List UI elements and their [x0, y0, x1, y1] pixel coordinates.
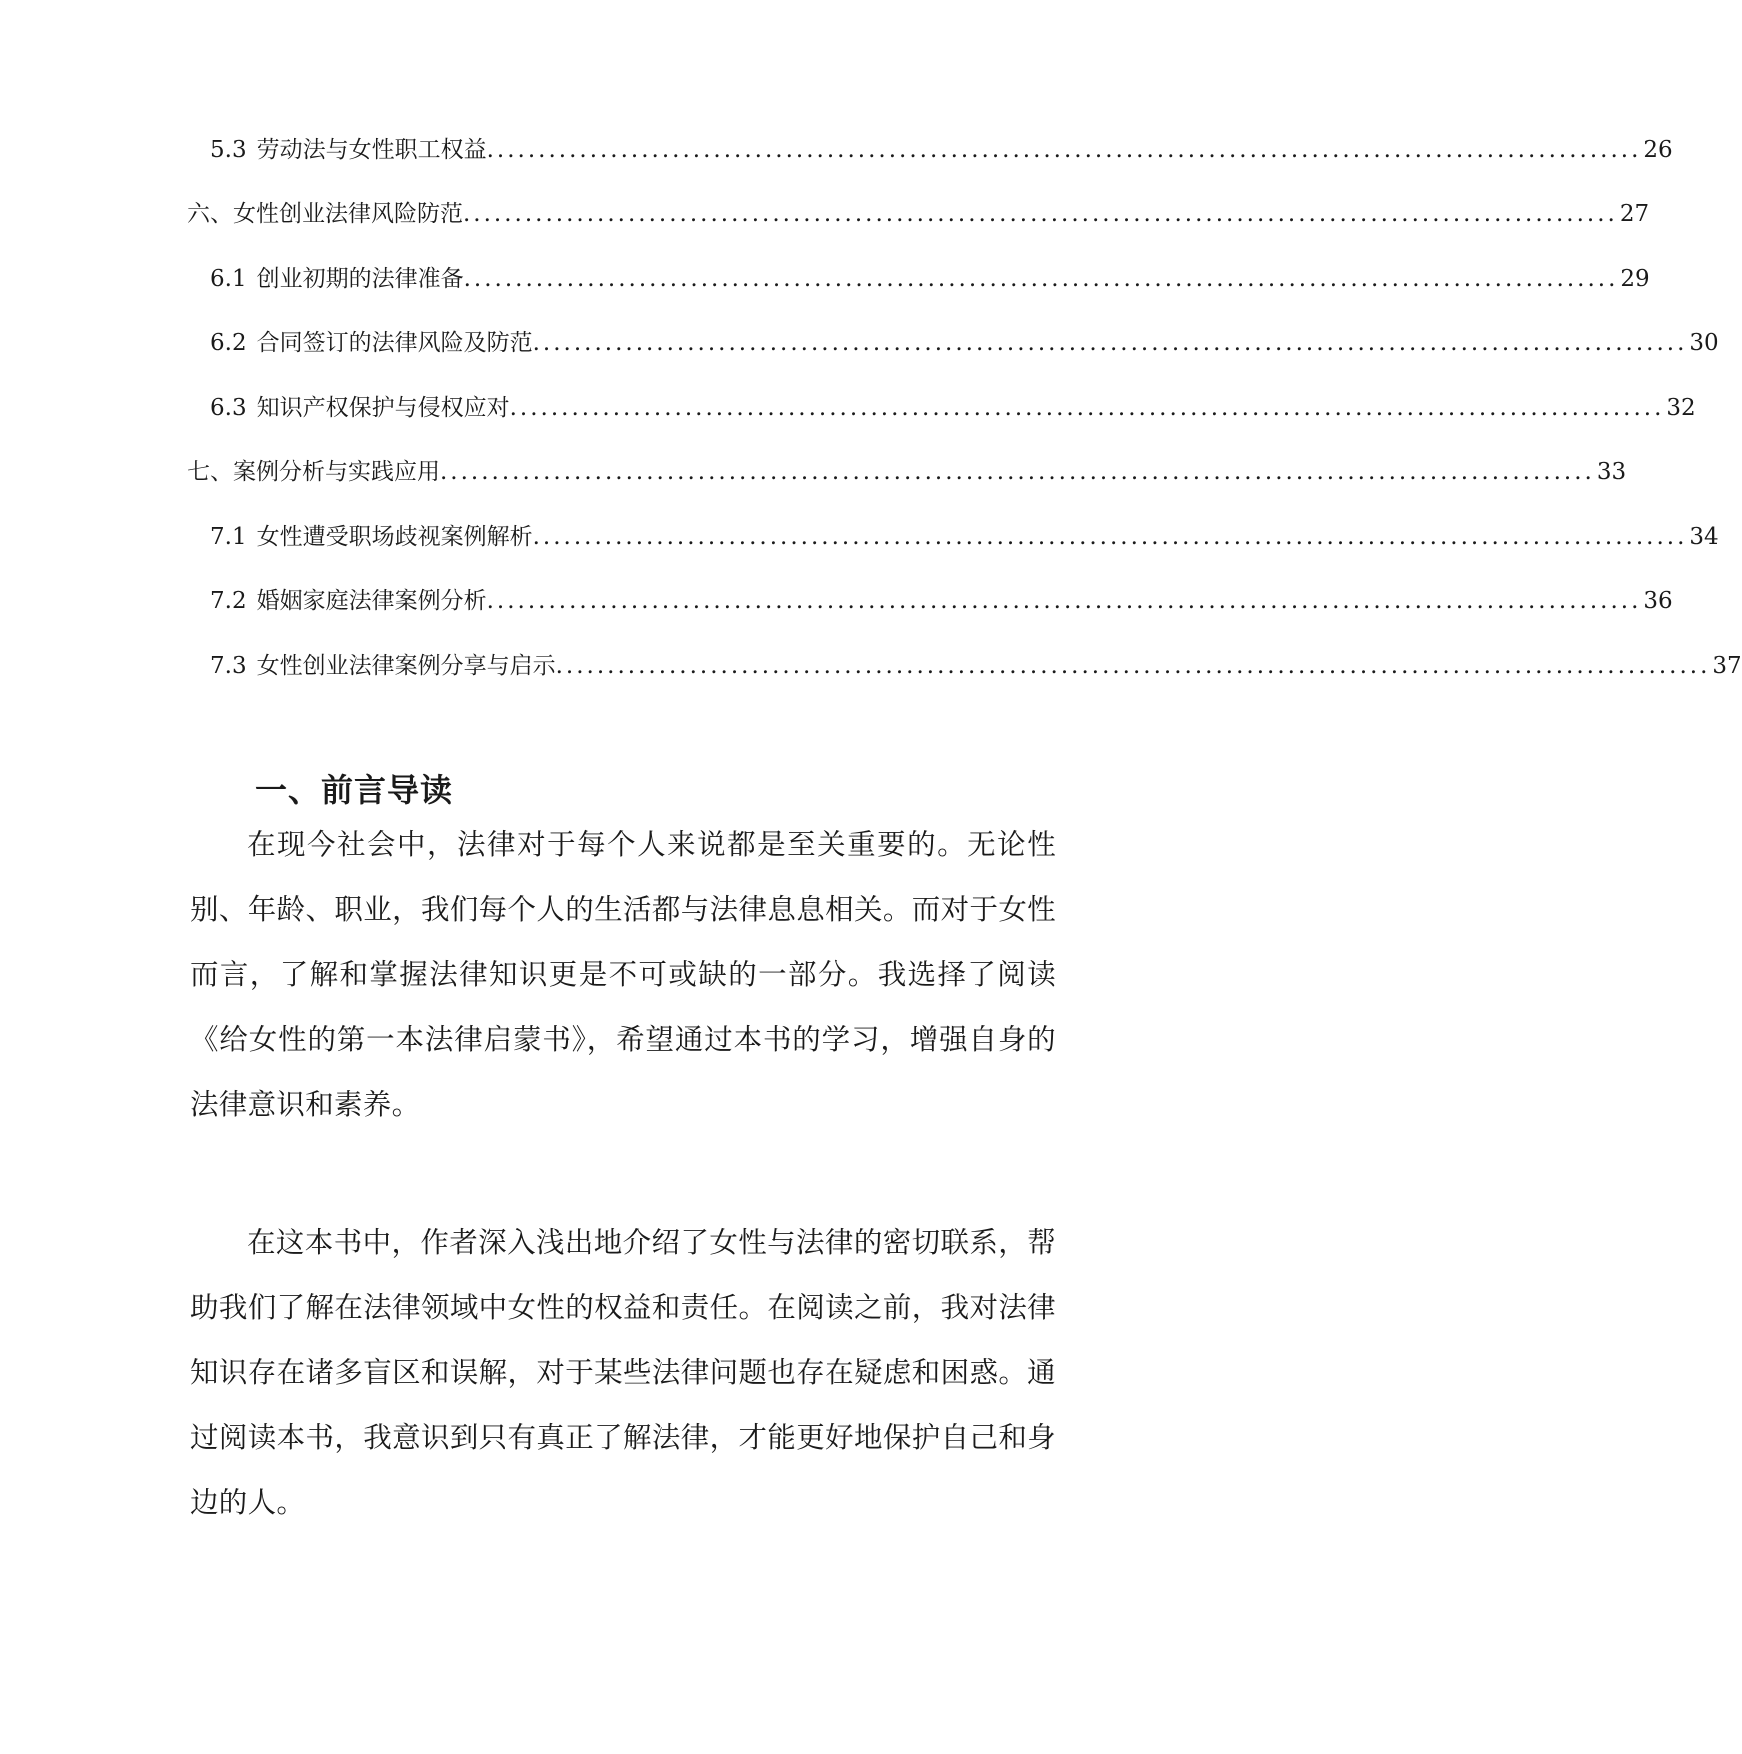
toc-entry[interactable]	[210, 264, 1650, 294]
toc-entry[interactable]	[187, 457, 1627, 487]
toc-title: 创业初期的法律准备	[256, 266, 464, 292]
toc-page-number: 37	[1712, 653, 1742, 679]
toc-number: 6.3	[210, 395, 247, 421]
toc-page-number: 33	[1596, 459, 1627, 485]
toc-title: 六、女性创业法律风险防范	[187, 201, 463, 227]
toc-leader-dots: ................................................................................................................	[440, 459, 1595, 485]
toc-number: 7.2	[210, 588, 247, 614]
toc-entry[interactable]	[210, 586, 1673, 616]
toc-number: 6.1	[210, 266, 247, 292]
toc-page-number: 30	[1689, 330, 1719, 356]
body-paragraph: 在这本书中，作者深入浅出地介绍了女性与法律的密切联系，帮助我们了解在法律领域中女性的权益和责任。在阅读之前，我对法律知识存在诸多盲区和误解，对于某些法律问题也存在疑虑和困惑。通过阅读本书，我意识到只有真正了解法律，才能更好地保护自己和身边的人。	[190, 1226, 1056, 1519]
toc-title: 婚姻家庭法律案例分析	[256, 588, 487, 614]
toc-page-number: 36	[1643, 588, 1673, 614]
toc-title: 女性创业法律案例分享与启示	[256, 653, 556, 679]
toc-number: 5.3	[210, 137, 247, 163]
toc-page-number: 27	[1619, 201, 1650, 227]
toc-title: 知识产权保护与侵权应对	[256, 395, 510, 421]
toc-page-number: 32	[1666, 395, 1696, 421]
toc-leader-dots: ................................................................................................................	[532, 524, 1688, 550]
toc-title: 合同签订的法律风险及防范	[256, 330, 533, 356]
toc-entry[interactable]	[210, 328, 1719, 358]
toc-number: 7.3	[210, 653, 247, 679]
toc-title: 女性遭受职场歧视案例解析	[256, 524, 533, 550]
toc-leader-dots: ................................................................................................................	[532, 330, 1688, 356]
toc-leader-dots: ................................................................................................................	[463, 266, 1619, 292]
toc-page-number: 26	[1643, 137, 1673, 163]
section-heading: 一、前言导读	[255, 771, 454, 809]
toc-number: 7.1	[210, 524, 247, 550]
toc-leader-dots: ................................................................................................................	[463, 201, 1618, 227]
toc-page-number: 34	[1689, 524, 1719, 550]
toc-entry[interactable]	[210, 651, 1742, 681]
toc-page-number: 29	[1620, 266, 1650, 292]
toc-entry[interactable]	[210, 393, 1696, 423]
toc-leader-dots: ................................................................................................................	[555, 653, 1711, 679]
toc-number: 6.2	[210, 330, 247, 356]
toc-entry[interactable]	[210, 522, 1719, 552]
toc-leader-dots: ................................................................................................................	[486, 137, 1642, 163]
toc-title: 劳动法与女性职工权益	[256, 137, 487, 163]
toc-entry[interactable]	[210, 135, 1673, 165]
toc-title: 七、案例分析与实践应用	[187, 459, 440, 485]
toc-entry[interactable]	[187, 199, 1650, 229]
toc-leader-dots: ................................................................................................................	[486, 588, 1642, 614]
toc-leader-dots: ................................................................................................................	[509, 395, 1665, 421]
body-paragraph: 在现今社会中，法律对于每个人来说都是至关重要的。无论性别、年龄、职业，我们每个人的生活都与法律息息相关。而对于女性而言，了解和掌握法律知识更是不可或缺的一部分。我选择了阅读《给女性的第一本法律启蒙书》，希望通过本书的学习，增强自身的法律意识和素养。	[190, 828, 1056, 1121]
